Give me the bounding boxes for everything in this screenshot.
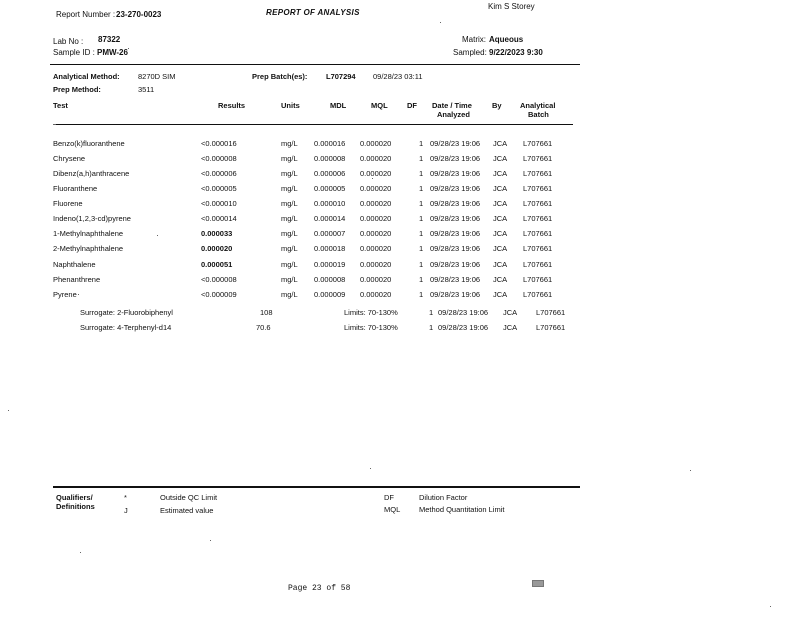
row-date: 09/28/23 19:06 bbox=[430, 290, 481, 299]
row-batch: L707661 bbox=[523, 260, 553, 269]
row-mdl: 0.000019 bbox=[314, 260, 346, 269]
row-mdl: 0.000010 bbox=[314, 199, 346, 208]
row-result: <0.000006 bbox=[201, 169, 237, 178]
matrix-label: Matrix: bbox=[462, 35, 486, 44]
row-result: 0.000033 bbox=[201, 229, 233, 238]
scanner-mark bbox=[532, 580, 544, 587]
row-batch: L707661 bbox=[523, 229, 553, 238]
row-mql: 0.000020 bbox=[360, 169, 392, 178]
row-df: 1 bbox=[419, 275, 424, 284]
row-result: <0.000008 bbox=[201, 275, 237, 284]
prep-method: 3511 bbox=[138, 85, 155, 94]
row-result: 0.000020 bbox=[201, 244, 233, 253]
col-mdl: MDL bbox=[330, 101, 347, 110]
row-test: Chrysene bbox=[53, 154, 86, 163]
surrogate-df: 1 bbox=[429, 308, 434, 317]
row-date: 09/28/23 19:06 bbox=[430, 275, 481, 284]
definition-symbol: DF bbox=[384, 493, 394, 502]
col-analytical: Analytical bbox=[520, 101, 556, 110]
row-by: JCA bbox=[493, 199, 508, 208]
row-batch: L707661 bbox=[523, 275, 553, 284]
surrogate-date: 09/28/23 19:06 bbox=[438, 323, 489, 332]
definitions-label: Definitions bbox=[56, 502, 95, 511]
row-mql: 0.000020 bbox=[360, 184, 392, 193]
row-df: 1 bbox=[419, 139, 424, 148]
report-title: REPORT OF ANALYSIS bbox=[266, 8, 360, 17]
surrogate-by: JCA bbox=[503, 308, 518, 317]
client-name: Kim S Storey bbox=[488, 2, 535, 11]
row-df: 1 bbox=[419, 184, 424, 193]
row-df: 1 bbox=[419, 290, 424, 299]
sample-id: PMW-26 bbox=[97, 48, 128, 57]
row-test: Pyrene bbox=[53, 290, 77, 299]
row-df: 1 bbox=[419, 229, 424, 238]
prep-method-label: Prep Method: bbox=[53, 85, 101, 94]
row-df: 1 bbox=[419, 199, 424, 208]
qualifier-symbol: * bbox=[124, 493, 127, 502]
row-df: 1 bbox=[419, 154, 424, 163]
row-test: Phenanthrene bbox=[53, 275, 101, 284]
report-number-label: Report Number : bbox=[56, 10, 116, 19]
row-date: 09/28/23 19:06 bbox=[430, 214, 481, 223]
header-rule bbox=[50, 64, 580, 65]
scan-speck bbox=[8, 410, 9, 411]
row-test: Fluoranthene bbox=[53, 184, 98, 193]
prep-batch-date: 09/28/23 03:11 bbox=[373, 72, 423, 81]
row-mdl: 0.000018 bbox=[314, 244, 346, 253]
row-mdl: 0.000016 bbox=[314, 139, 346, 148]
column-rule bbox=[53, 124, 573, 125]
row-batch: L707661 bbox=[523, 154, 553, 163]
scan-speck bbox=[372, 178, 373, 179]
surrogate-df: 1 bbox=[429, 323, 434, 332]
row-mql: 0.000020 bbox=[360, 260, 392, 269]
qualifier-symbol: J bbox=[124, 506, 128, 515]
scan-speck bbox=[80, 552, 81, 553]
row-by: JCA bbox=[493, 154, 508, 163]
row-test: Fluorene bbox=[53, 199, 83, 208]
row-units: mg/L bbox=[281, 184, 298, 193]
row-batch: L707661 bbox=[523, 199, 553, 208]
row-mql: 0.000020 bbox=[360, 214, 392, 223]
surrogate-batch: L707661 bbox=[536, 323, 566, 332]
col-batch: Batch bbox=[528, 110, 549, 119]
scan-speck bbox=[78, 294, 79, 295]
row-by: JCA bbox=[493, 184, 508, 193]
row-by: JCA bbox=[493, 169, 508, 178]
row-mdl: 0.000008 bbox=[314, 154, 346, 163]
surrogate-value: 108 bbox=[260, 308, 273, 317]
scan-speck bbox=[53, 124, 56, 125]
row-units: mg/L bbox=[281, 229, 298, 238]
scan-speck bbox=[210, 540, 211, 541]
definition-symbol: MQL bbox=[384, 505, 401, 514]
matrix-value: Aqueous bbox=[489, 35, 524, 44]
row-result: <0.000016 bbox=[201, 139, 237, 148]
qualifier-text: Outside QC Limit bbox=[160, 493, 218, 502]
row-df: 1 bbox=[419, 214, 424, 223]
row-test: Benzo(k)fluoranthene bbox=[53, 139, 125, 148]
row-units: mg/L bbox=[281, 169, 298, 178]
row-by: JCA bbox=[493, 260, 508, 269]
row-mdl: 0.000008 bbox=[314, 275, 346, 284]
surrogate-value: 70.6 bbox=[256, 323, 271, 332]
prep-batch: L707294 bbox=[326, 72, 356, 81]
report-number: 23-270-0023 bbox=[116, 10, 162, 19]
surrogate-limits: Limits: 70-130% bbox=[344, 308, 398, 317]
col-test: Test bbox=[53, 101, 68, 110]
row-mdl: 0.000014 bbox=[314, 214, 346, 223]
qualifier-text: Estimated value bbox=[160, 506, 214, 515]
row-mdl: 0.000006 bbox=[314, 169, 346, 178]
row-units: mg/L bbox=[281, 290, 298, 299]
row-batch: L707661 bbox=[523, 184, 553, 193]
row-date: 09/28/23 19:06 bbox=[430, 244, 481, 253]
surrogate-by: JCA bbox=[503, 323, 518, 332]
row-units: mg/L bbox=[281, 260, 298, 269]
row-date: 09/28/23 19:06 bbox=[430, 229, 481, 238]
row-result: <0.000008 bbox=[201, 154, 237, 163]
sampled-value: 9/22/2023 9:30 bbox=[489, 48, 543, 57]
row-by: JCA bbox=[493, 244, 508, 253]
row-mql: 0.000020 bbox=[360, 290, 392, 299]
row-date: 09/28/23 19:06 bbox=[430, 154, 481, 163]
scan-speck bbox=[440, 22, 441, 23]
row-result: <0.000014 bbox=[201, 214, 237, 223]
row-date: 09/28/23 19:06 bbox=[430, 199, 481, 208]
row-mql: 0.000020 bbox=[360, 154, 392, 163]
row-result: <0.000005 bbox=[201, 184, 237, 193]
scan-speck bbox=[690, 470, 691, 471]
row-test: Dibenz(a,h)anthracene bbox=[53, 169, 130, 178]
analytical-method: 8270D SIM bbox=[138, 72, 176, 81]
col-mql: MQL bbox=[371, 101, 388, 110]
row-mql: 0.000020 bbox=[360, 199, 392, 208]
sample-id-label: Sample ID : bbox=[53, 48, 95, 57]
surrogate-name: Surrogate: 2-Fluorobiphenyl bbox=[80, 308, 173, 317]
row-units: mg/L bbox=[281, 199, 298, 208]
row-units: mg/L bbox=[281, 214, 298, 223]
row-result: 0.000051 bbox=[201, 260, 233, 269]
prep-batch-label: Prep Batch(es): bbox=[252, 72, 308, 81]
row-result: <0.000010 bbox=[201, 199, 237, 208]
row-batch: L707661 bbox=[523, 214, 553, 223]
col-units: Units bbox=[281, 101, 300, 110]
row-mql: 0.000020 bbox=[360, 139, 392, 148]
row-df: 1 bbox=[419, 169, 424, 178]
lab-no-label: Lab No : bbox=[53, 37, 84, 46]
page-number: Page 23 of 58 bbox=[288, 584, 351, 593]
row-test: Indeno(1,2,3-cd)pyrene bbox=[53, 214, 131, 223]
col-analyzed: Analyzed bbox=[437, 110, 470, 119]
row-test: 2-Methylnaphthalene bbox=[53, 244, 124, 253]
row-test: Naphthalene bbox=[53, 260, 96, 269]
row-batch: L707661 bbox=[523, 244, 553, 253]
row-by: JCA bbox=[493, 139, 508, 148]
surrogate-date: 09/28/23 19:06 bbox=[438, 308, 489, 317]
row-date: 09/28/23 19:06 bbox=[430, 139, 481, 148]
row-by: JCA bbox=[493, 275, 508, 284]
definition-text: Method Quantitation Limit bbox=[419, 505, 505, 514]
row-batch: L707661 bbox=[523, 290, 553, 299]
row-by: JCA bbox=[493, 290, 508, 299]
surrogate-batch: L707661 bbox=[536, 308, 566, 317]
scan-speck bbox=[128, 48, 129, 49]
row-df: 1 bbox=[419, 244, 424, 253]
row-result: <0.000009 bbox=[201, 290, 237, 299]
col-date-time: Date / Time bbox=[432, 101, 472, 110]
col-df: DF bbox=[407, 101, 417, 110]
analytical-method-label: Analytical Method: bbox=[53, 72, 120, 81]
row-by: JCA bbox=[493, 214, 508, 223]
row-date: 09/28/23 19:06 bbox=[430, 260, 481, 269]
row-units: mg/L bbox=[281, 139, 298, 148]
row-batch: L707661 bbox=[523, 139, 553, 148]
row-df: 1 bbox=[419, 260, 424, 269]
row-mdl: 0.000007 bbox=[314, 229, 346, 238]
footer-rule bbox=[53, 486, 580, 488]
col-results: Results bbox=[218, 101, 246, 110]
row-units: mg/L bbox=[281, 244, 298, 253]
definition-text: Dilution Factor bbox=[419, 493, 468, 502]
row-date: 09/28/23 19:06 bbox=[430, 169, 481, 178]
surrogate-limits: Limits: 70-130% bbox=[344, 323, 398, 332]
scan-speck bbox=[370, 468, 371, 469]
scan-speck bbox=[770, 606, 771, 607]
row-mql: 0.000020 bbox=[360, 229, 392, 238]
row-units: mg/L bbox=[281, 275, 298, 284]
lab-no: 87322 bbox=[98, 35, 121, 44]
col-by: By bbox=[492, 101, 502, 110]
row-by: JCA bbox=[493, 229, 508, 238]
row-batch: L707661 bbox=[523, 169, 553, 178]
row-date: 09/28/23 19:06 bbox=[430, 184, 481, 193]
scan-speck bbox=[157, 235, 158, 236]
row-mdl: 0.000005 bbox=[314, 184, 346, 193]
qualifiers-label: Qualifiers/ bbox=[56, 493, 93, 502]
row-mql: 0.000020 bbox=[360, 244, 392, 253]
row-test: 1-Methylnaphthalene bbox=[53, 229, 124, 238]
row-mql: 0.000020 bbox=[360, 275, 392, 284]
row-units: mg/L bbox=[281, 154, 298, 163]
surrogate-name: Surrogate: 4-Terphenyl-d14 bbox=[80, 323, 172, 332]
sampled-label: Sampled: bbox=[453, 48, 487, 57]
row-mdl: 0.000009 bbox=[314, 290, 346, 299]
